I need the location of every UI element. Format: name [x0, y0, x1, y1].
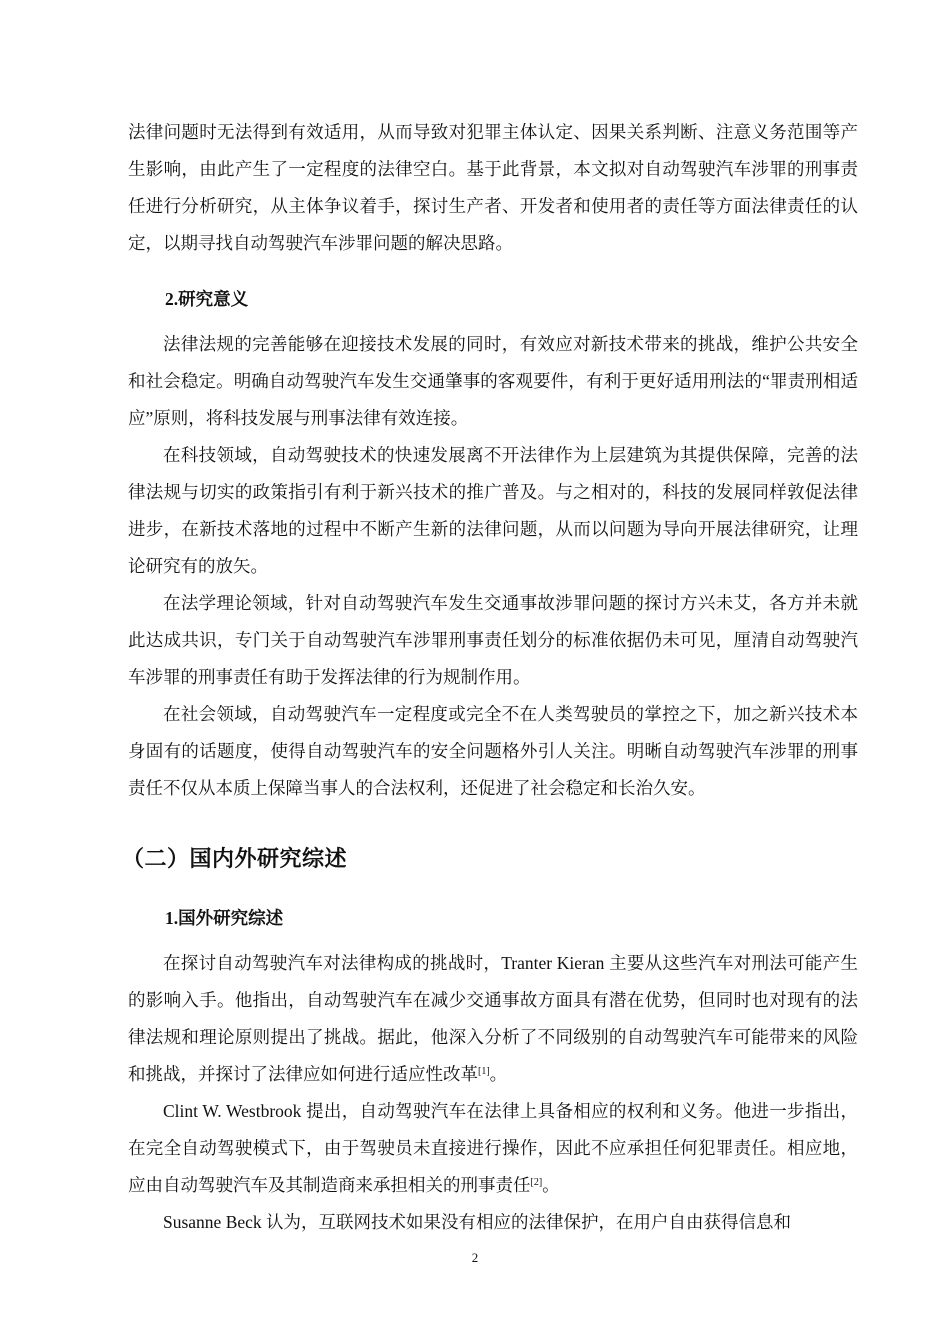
section-heading-literature-review: （二）国内外研究综述: [122, 847, 348, 872]
citation-ref-1: [1]: [478, 1066, 490, 1077]
paragraph-significance-3: 在法学理论领域，针对自动驾驶汽车发生交通事故涉罪问题的探讨方兴未艾，各方并未就此达成共识，专门关于自动驾驶汽车涉罪刑事责任划分的标准依据仍未可见，厘清自动驾驶汽车涉罪的刑事责任有助于发挥法律的行为规制作用。: [128, 593, 858, 687]
page-content: [122, 114, 858, 1241]
paragraph-significance-4: 在社会领域，自动驾驶汽车一定程度或完全不在人类驾驶员的掌控之下，加之新兴技术本身固有的话题度，使得自动驾驶汽车的安全问题格外引人关注。明晰自动驾驶汽车涉罪的刑事责任不仅从本质上保障当事人的合法权利，还促进了社会稳定和长治久安。: [128, 704, 858, 798]
paragraph-significance-2: 在科技领域，自动驾驶技术的快速发展离不开法律作为上层建筑为其提供保障，完善的法律法规与切实的政策指引有利于新兴技术的推广普及。与之相对的，科技的发展同样敦促法律进步，在新技术落地的过程中不断产生新的法律问题，从而以问题为导向开展法律研究，让理论研究有的放矢。: [128, 445, 858, 576]
paragraph-foreign-3: Susanne Beck 认为，互联网技术如果没有相应的法律保护，在用户自由获得信息和: [163, 1212, 792, 1232]
paragraph-significance-1: 法律法规的完善能够在迎接技术发展的同时，有效应对新技术带来的挑战，维护公共安全和社会稳定。明确自动驾驶汽车发生交通肇事的客观要件，有利于更好适用刑法的“罪责刑相适应”原则，将科技发展与刑事法律有效连接。: [128, 334, 858, 428]
subheading-foreign-review: 1.国外研究综述: [165, 908, 284, 928]
paragraph-foreign-1-end: 。: [489, 1064, 508, 1084]
paragraph-foreign-2: [128, 1093, 858, 1204]
paragraph-foreign-2-end: 。: [542, 1175, 560, 1195]
subheading-research-significance: 2.研究意义: [165, 289, 249, 309]
page-number: 2: [471, 1250, 479, 1265]
paragraph-foreign-2-text: Clint W. Westbrook 提出，自动驾驶汽车在法律上具备相应的权利和义务。他进一步指出，在完全自动驾驶模式下，由于驾驶员未直接进行操作，因此不应承担任何犯罪责任。相应地，应由自动驾驶汽车及其制造商来承担相关的刑事责任: [128, 1101, 858, 1195]
paragraph-foreign-1: [128, 945, 858, 1093]
paragraph-foreign-1-text: 在探讨自动驾驶汽车对法律构成的挑战时，Tranter Kieran 主要从这些汽车对刑法可能产生的影响入手。他指出，自动驾驶汽车在减少交通事故方面具有潜在优势，但同时也对现有的法律法规和理论原则提出了挑战。据此，他深入分析了不同级别的自动驾驶汽车可能带来的风险和挑战，并探讨了法律应如何进行适应性改革: [128, 953, 858, 1084]
citation-ref-2: [2]: [530, 1177, 543, 1188]
paragraph-intro-continuation: 法律问题时无法得到有效适用，从而导致对犯罪主体认定、因果关系判断、注意义务范围等产生影响，由此产生了一定程度的法律空白。基于此背景，本文拟对自动驾驶汽车涉罪的刑事责任进行分析研究，从主体争议着手，探讨生产者、开发者和使用者的责任等方面法律责任的认定，以期寻找自动驾驶汽车涉罪问题的解决思路。: [128, 122, 858, 253]
